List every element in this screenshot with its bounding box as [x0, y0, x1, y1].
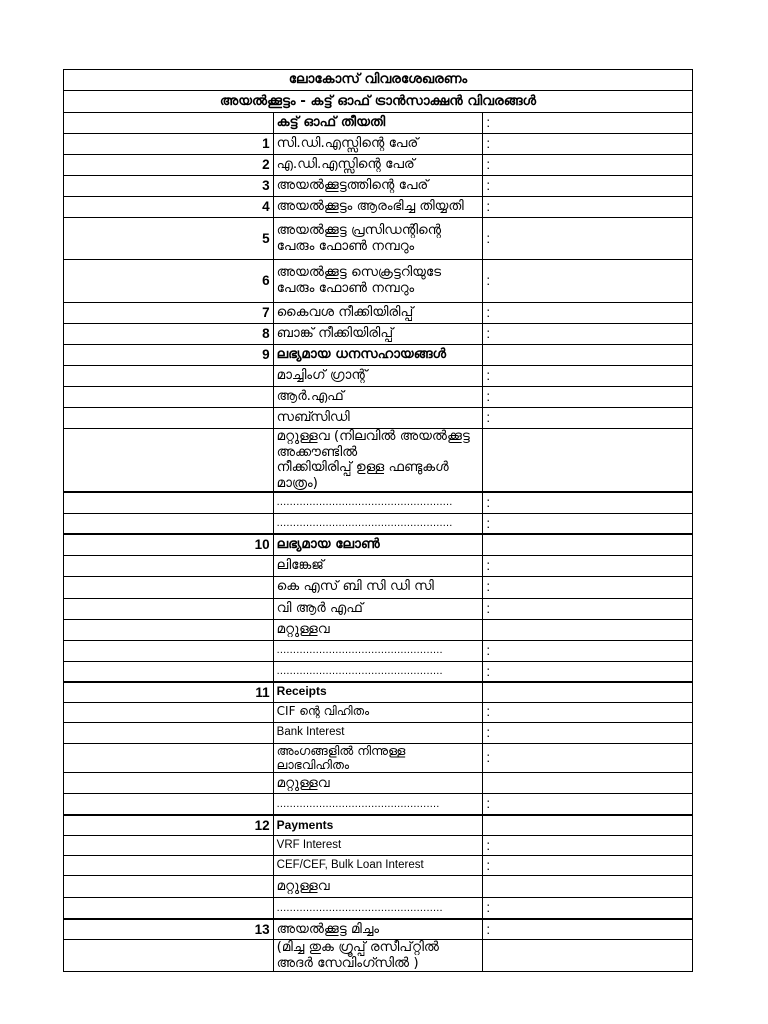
row-number	[64, 598, 274, 619]
empty-cell	[483, 619, 693, 640]
form-title: ലോകോസ് വിവരശേഖരണം	[64, 70, 693, 91]
nhg-start-date-label: അയൽക്കൂട്ടം ആരംഭിച്ച തിയ്യതി	[273, 197, 483, 218]
blank-fill-line[interactable]: ..................................................	[273, 794, 483, 815]
secretary-name-phone-field[interactable]: :	[483, 260, 693, 303]
row-number	[64, 555, 274, 576]
vrf-interest-field[interactable]: :	[483, 836, 693, 856]
row-number	[64, 619, 274, 640]
bank-balance-label: ബാങ്ക് നീക്കിയിരിപ്പ്	[273, 324, 483, 345]
subsidy-field[interactable]: :	[483, 408, 693, 429]
row-number	[64, 876, 274, 898]
row-number: 9	[64, 345, 274, 366]
cash-in-hand-field[interactable]: :	[483, 303, 693, 324]
receipts-heading: Receipts	[273, 682, 483, 702]
bank-interest-field[interactable]: :	[483, 722, 693, 743]
cash-in-hand-label: കൈവശ നീക്കിയിരിപ്പ്	[273, 303, 483, 324]
row-number: 1	[64, 134, 274, 155]
vrf-field[interactable]: :	[483, 598, 693, 619]
linkage-label: ലിങ്കേജ്	[273, 555, 483, 576]
blank-fill-line[interactable]: ......................................................	[273, 492, 483, 513]
row-number	[64, 429, 274, 493]
subsidy-label: സബ്സിഡി	[273, 408, 483, 429]
cds-name-field[interactable]: :	[483, 134, 693, 155]
empty-cell	[483, 682, 693, 702]
rf-label: ആർ.എഫ്	[273, 387, 483, 408]
row-number: 10	[64, 534, 274, 555]
nhg-name-label: അയൽക്കൂട്ടത്തിന്റെ പേര്	[273, 176, 483, 197]
rf-field[interactable]: :	[483, 387, 693, 408]
form-subtitle: അയൽക്കൂട്ടം - കട്ട് ഓഫ് ട്രാൻസാക്ഷൻ വിവരങ്ങൾ	[64, 91, 693, 113]
secretary-name-phone-label: അയൽക്കൂട്ട സെക്രട്ടറിയുടേ പേരും ഫോൺ നമ്പറും	[273, 260, 483, 303]
empty-cell	[483, 815, 693, 836]
row-number	[64, 743, 274, 773]
row-number: 5	[64, 218, 274, 260]
cutoff-transaction-form	[63, 69, 693, 972]
row-number	[64, 836, 274, 856]
row-number	[64, 576, 274, 598]
row-number	[64, 856, 274, 876]
row-number	[64, 640, 274, 661]
cif-share-label: CIF ന്റെ വിഹിതം	[273, 702, 483, 722]
nhg-surplus-field[interactable]: :	[483, 919, 693, 940]
ksbcdc-label: കെ എസ് ബി സി ഡി സി	[273, 576, 483, 598]
president-name-phone-field[interactable]: :	[483, 218, 693, 260]
bulk-loan-interest-field[interactable]: :	[483, 856, 693, 876]
nhg-surplus-label: അയൽക്കൂട്ട മിച്ചം	[273, 919, 483, 940]
payments-heading: Payments	[273, 815, 483, 836]
ads-name-field[interactable]: :	[483, 155, 693, 176]
row-number: 13	[64, 919, 274, 940]
surplus-note: (മിച്ച തുക ഗ്രൂപ്പ് രസീപ്റ്റിൽ അദർ സേവിംഗ്സിൽ )	[273, 940, 483, 972]
row-number: 8	[64, 324, 274, 345]
ads-name-label: എ.ഡി.എസ്സിന്റെ പേര്	[273, 155, 483, 176]
matching-grant-label: മാച്ചിംഗ് ഗ്രാന്റ്	[273, 366, 483, 387]
other-loans-label: മറ്റുള്ളവ	[273, 619, 483, 640]
empty-cell	[483, 876, 693, 898]
vrf-interest-label: VRF Interest	[273, 836, 483, 856]
linkage-field[interactable]: :	[483, 555, 693, 576]
blank-fill-field[interactable]: :	[483, 492, 693, 513]
row-number	[64, 492, 274, 513]
cds-name-label: സി.ഡി.എസ്സിന്റെ പേര്	[273, 134, 483, 155]
ksbcdc-field[interactable]: :	[483, 576, 693, 598]
blank-fill-field[interactable]: :	[483, 513, 693, 534]
blank-fill-line[interactable]: ...................................................	[273, 661, 483, 682]
cutoff-date-label: കട്ട് ഓഫ് തീയതി	[273, 113, 483, 134]
empty-cell	[483, 773, 693, 794]
row-number: 6	[64, 260, 274, 303]
bank-interest-label: Bank Interest	[273, 722, 483, 743]
row-number	[64, 387, 274, 408]
row-number: 12	[64, 815, 274, 836]
vrf-label: വി ആർ എഫ്	[273, 598, 483, 619]
member-dividend-field[interactable]: :	[483, 743, 693, 773]
row-number: 7	[64, 303, 274, 324]
member-dividend-label: അംഗങ്ങളിൽ നിന്നുള്ള ലാഭവിഹിതം	[273, 743, 483, 773]
row-number: 11	[64, 682, 274, 702]
other-funds-line-2: നീക്കിയിരിപ്പ് ഉള്ള ഫണ്ടുകൾ മാത്രം)	[276, 459, 449, 491]
bulk-loan-interest-label: CEF/CEF, Bulk Loan Interest	[273, 856, 483, 876]
nhg-name-field[interactable]: :	[483, 176, 693, 197]
row-number: 2	[64, 155, 274, 176]
bank-balance-field[interactable]: :	[483, 324, 693, 345]
row-number	[64, 773, 274, 794]
blank-fill-field[interactable]: :	[483, 661, 693, 682]
row-number	[64, 940, 274, 972]
row-number	[64, 661, 274, 682]
row-number	[64, 113, 274, 134]
matching-grant-field[interactable]: :	[483, 366, 693, 387]
nhg-start-date-field[interactable]: :	[483, 197, 693, 218]
row-number	[64, 794, 274, 815]
blank-fill-line[interactable]: ......................................................	[273, 513, 483, 534]
blank-fill-field[interactable]: :	[483, 640, 693, 661]
row-number	[64, 702, 274, 722]
available-loan-heading: ലഭ്യമായ ലോൺ	[273, 534, 483, 555]
row-number	[64, 722, 274, 743]
other-funds-label	[273, 429, 483, 493]
row-number	[64, 513, 274, 534]
blank-fill-field[interactable]: :	[483, 898, 693, 919]
empty-cell	[483, 534, 693, 555]
blank-fill-line[interactable]: ...................................................	[273, 898, 483, 919]
empty-cell	[483, 345, 693, 366]
empty-cell	[483, 429, 693, 493]
row-number	[64, 408, 274, 429]
empty-cell	[483, 940, 693, 972]
cutoff-date-field[interactable]: :	[483, 113, 693, 134]
other-receipts-label: മറ്റുള്ളവ	[273, 773, 483, 794]
blank-fill-line[interactable]: ...................................................	[273, 640, 483, 661]
row-number	[64, 366, 274, 387]
cif-share-field[interactable]: :	[483, 702, 693, 722]
other-payments-label: മറ്റുള്ളവ	[273, 876, 483, 898]
blank-fill-field[interactable]: :	[483, 794, 693, 815]
available-funds-heading: ലഭ്യമായ ധനസഹായങ്ങൾ	[273, 345, 483, 366]
president-name-phone-label: അയൽക്കൂട്ട പ്രസിഡന്റിന്റെ പേരും ഫോൺ നമ്പറും	[273, 218, 483, 260]
other-funds-line-1: മറ്റുള്ളവ (നിലവിൽ അയൽക്കൂട്ട അക്കൗണ്ടിൽ	[276, 428, 470, 460]
row-number: 4	[64, 197, 274, 218]
row-number: 3	[64, 176, 274, 197]
row-number	[64, 898, 274, 919]
